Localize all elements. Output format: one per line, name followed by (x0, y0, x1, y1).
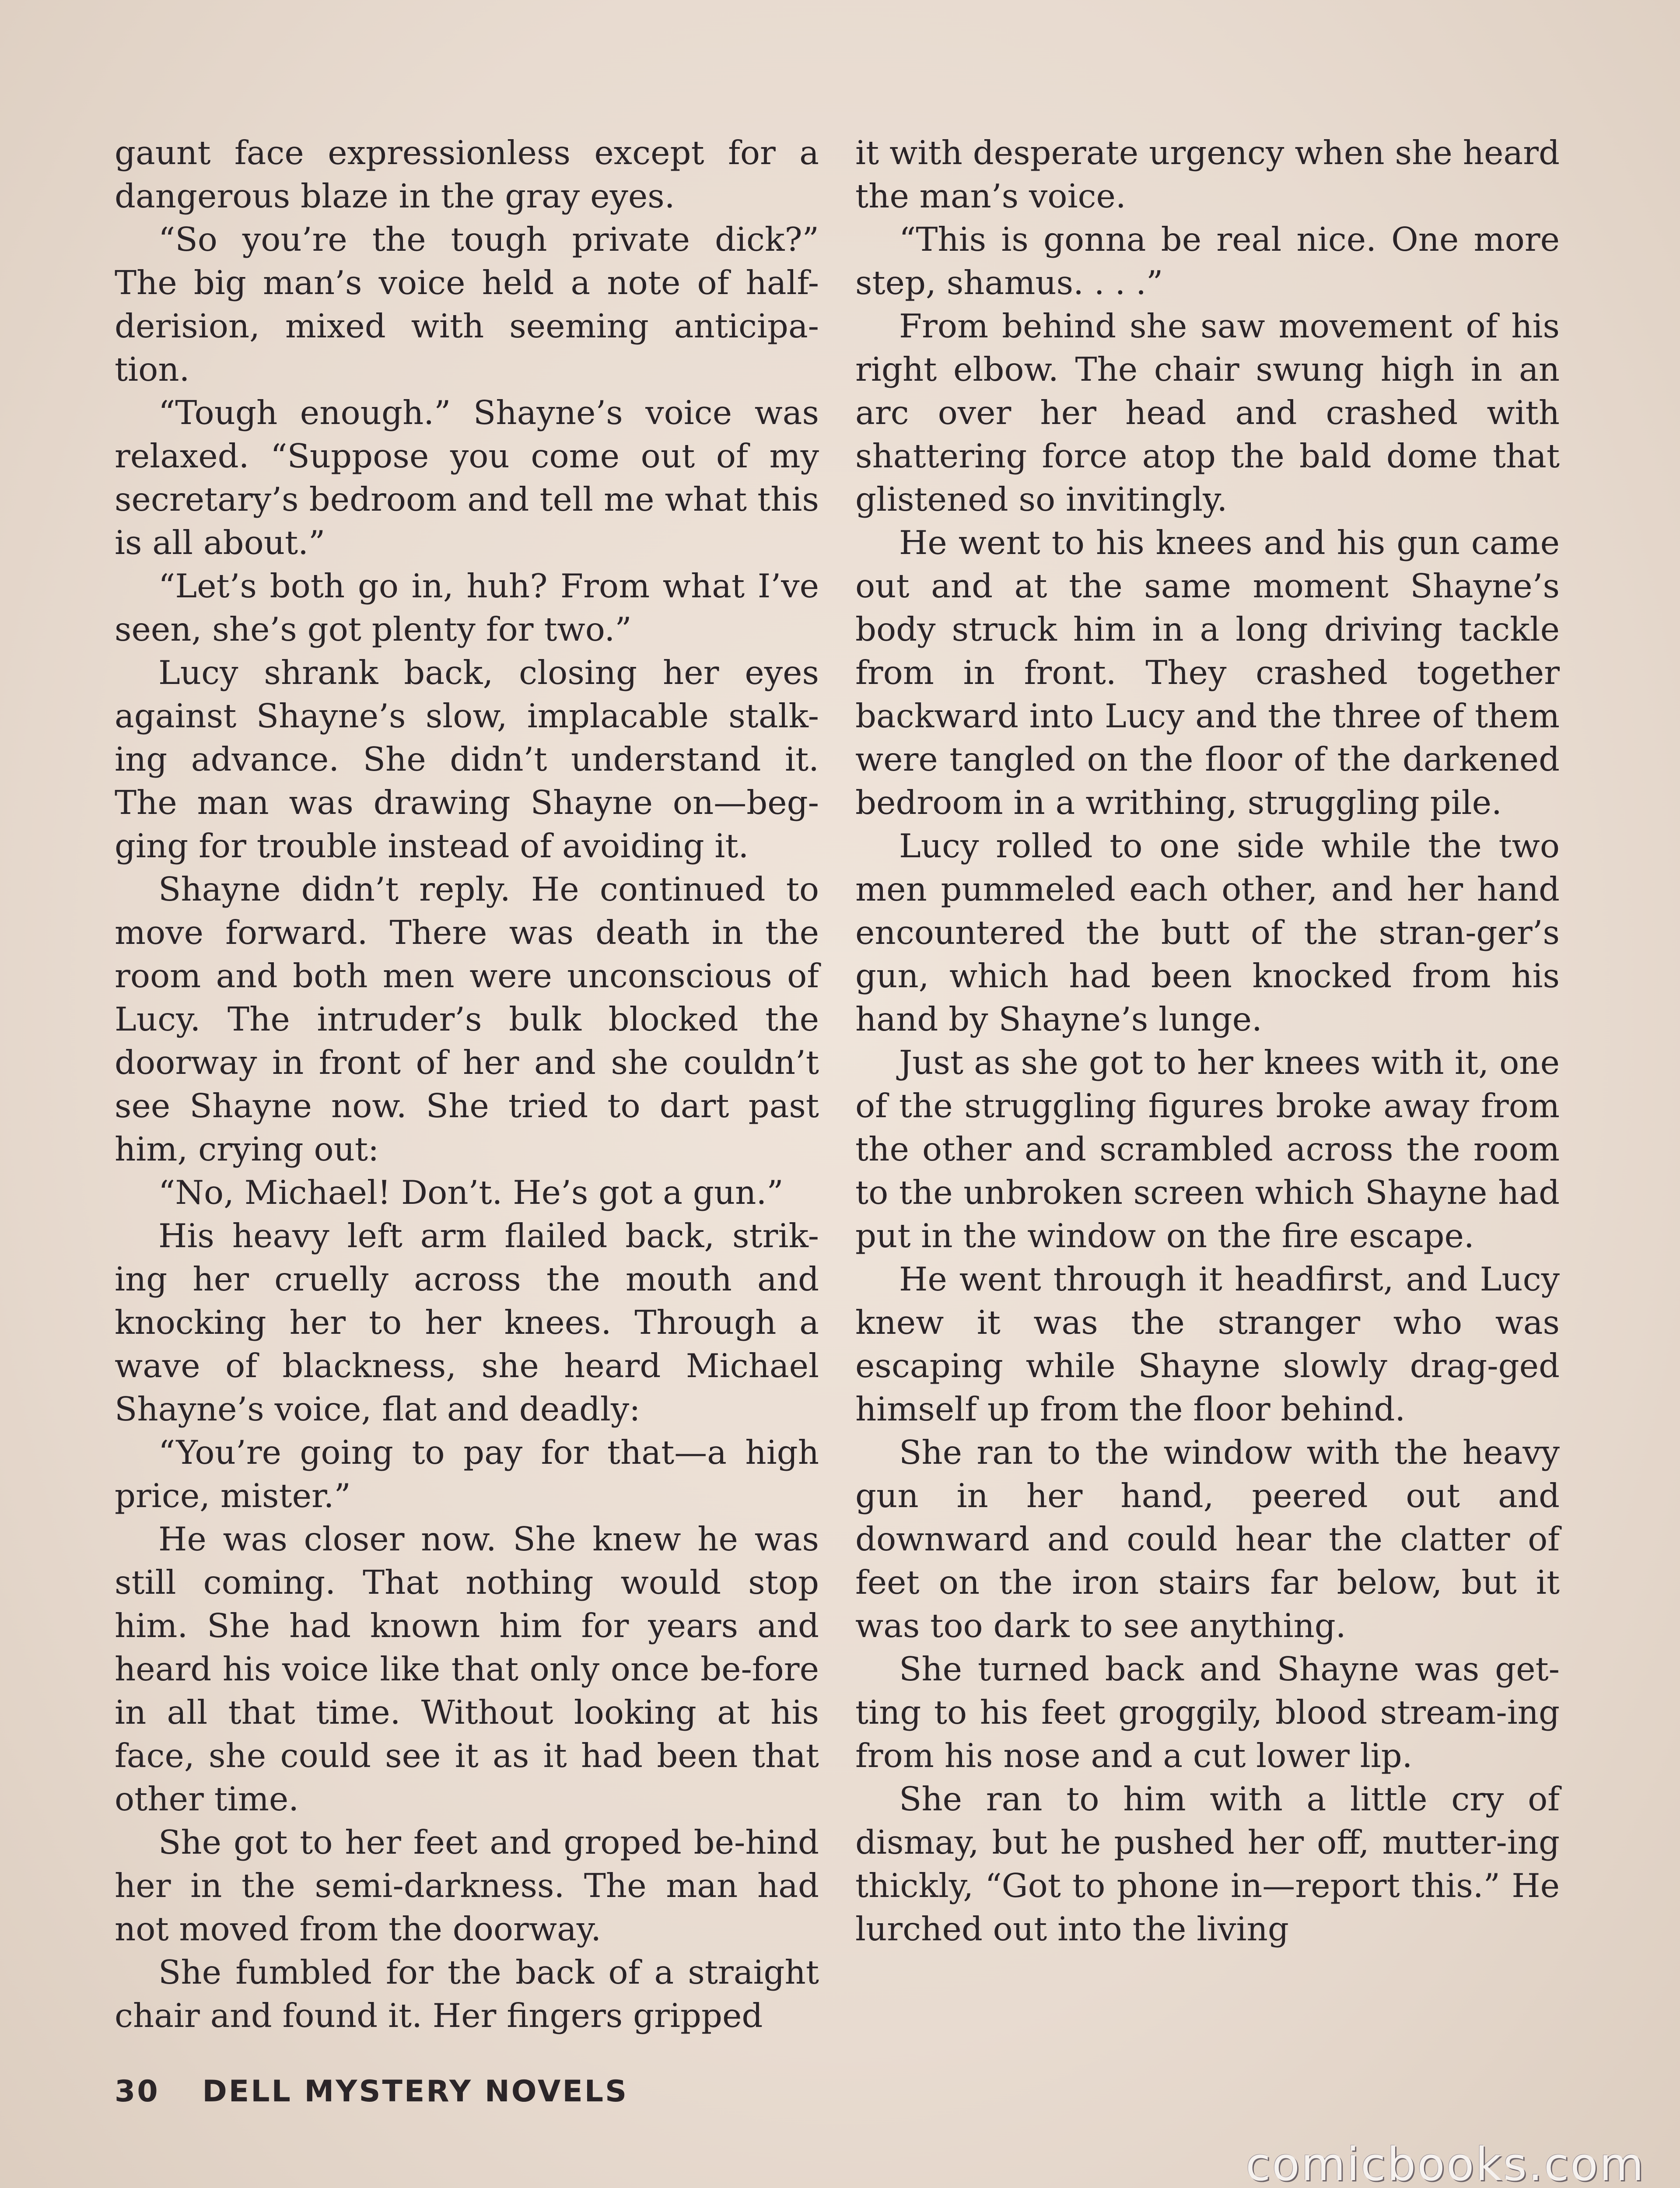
paragraph: Lucy shrank back, closing her eyes against Shayne’s slow, implacable stalk-ing advance. She didn’t understand it. The man was drawing Shayne on—beg-ging for trouble instead of avoiding it. (115, 653, 819, 865)
paragraph: She ran to the window with the heavy gun in her hand, peered out and downward and could hear the clatter of feet on the iron stairs far below, but it was too dark to see anything. (855, 1433, 1560, 1645)
paragraph: “Let’s both go in, huh? From what I’ve seen, she’s got plenty for two.” (115, 567, 819, 649)
page-footer (115, 2074, 628, 2109)
paragraph: “This is gonna be real nice. One more step, shamus. . . .” (855, 220, 1560, 302)
paragraph: She turned back and Shayne was get-ting to his feet groggily, blood stream-ing from his nose and a cut lower lip. (855, 1650, 1560, 1775)
paragraph: His heavy left arm flailed back, strik-ing her cruelly across the mouth and knocking her to her knees. Through a wave of blackness, she heard Michael Shayne’s voice, flat and deadly: (115, 1217, 819, 1428)
publication-title: DELL MYSTERY NOVELS (202, 2074, 629, 2109)
paragraph: He went to his knees and his gun came out and at the same moment Shayne’s body struck him in a long driving tackle from in front. They crashed together backward into Lucy and the three of them were tangled on the floor of the darkened bedroom in a writhing, struggling pile. (855, 523, 1560, 822)
paragraph: He was closer now. She knew he was still coming. That nothing would stop him. She had known him for years and heard his voice like that only once be-fore in all that time. Without looking at his face, she could see it as it had been that other time. (115, 1520, 819, 1818)
paragraph: “So you’re the tough private dick?” The big man’s voice held a note of half-derision, mixed with seeming anticipa-tion. (115, 220, 819, 389)
left-column (115, 131, 819, 2065)
paragraph: “You’re going to pay for that—a high price, mister.” (115, 1433, 819, 1515)
paragraph: From behind she saw movement of his right elbow. The chair swung high in an arc over her head and crashed with shattering force atop the bald dome that glistened so invitingly. (855, 307, 1560, 519)
paragraph: “Tough enough.” Shayne’s voice was relaxed. “Suppose you come out of my secretary’s bedroom and tell me what this is all about.” (115, 393, 819, 562)
paragraph: “No, Michael! Don’t. He’s got a gun.” (158, 1173, 784, 1212)
paragraph: She fumbled for the back of a straight chair and found it. Her fingers gripped (115, 1953, 819, 2035)
paragraph: She ran to him with a little cry of dismay, but he pushed her off, mutter-ing thickly, “Got to phone in—report this.” He lurched out into the living (855, 1780, 1560, 1948)
paragraph: Just as she got to her knees with it, one of the struggling figures broke away from the other and scrambled across the room to the unbroken screen which Shayne had put in the window on the fire escape. (855, 1043, 1560, 1255)
paragraph: it with desperate urgency when she heard the man’s voice. (855, 133, 1560, 215)
watermark: comicbooks.com (1245, 2138, 1645, 2188)
paragraph: He went through it headfirst, and Lucy knew it was the stranger who was escaping while Shayne slowly drag-ged himself up from the floor behind. (855, 1260, 1560, 1428)
paragraph: She got to her feet and groped be-hind her in the semi-darkness. The man had not moved from the doorway. (115, 1823, 819, 1948)
paragraph: gaunt face expressionless except for a dangerous blaze in the gray eyes. (115, 133, 819, 215)
right-column (855, 131, 1560, 2065)
paragraph: Lucy rolled to one side while the two men pummeled each other, and her hand encountered the butt of the stran-ger’s gun, which had been knocked from his hand by Shayne’s lunge. (855, 827, 1560, 1038)
page-number: 30 (115, 2074, 160, 2109)
paragraph: Shayne didn’t reply. He continued to move forward. There was death in the room and both men were unconscious of Lucy. The intruder’s bulk blocked the doorway in front of her and she couldn’t see Shayne now. She tried to dart past him, crying out: (115, 870, 819, 1168)
